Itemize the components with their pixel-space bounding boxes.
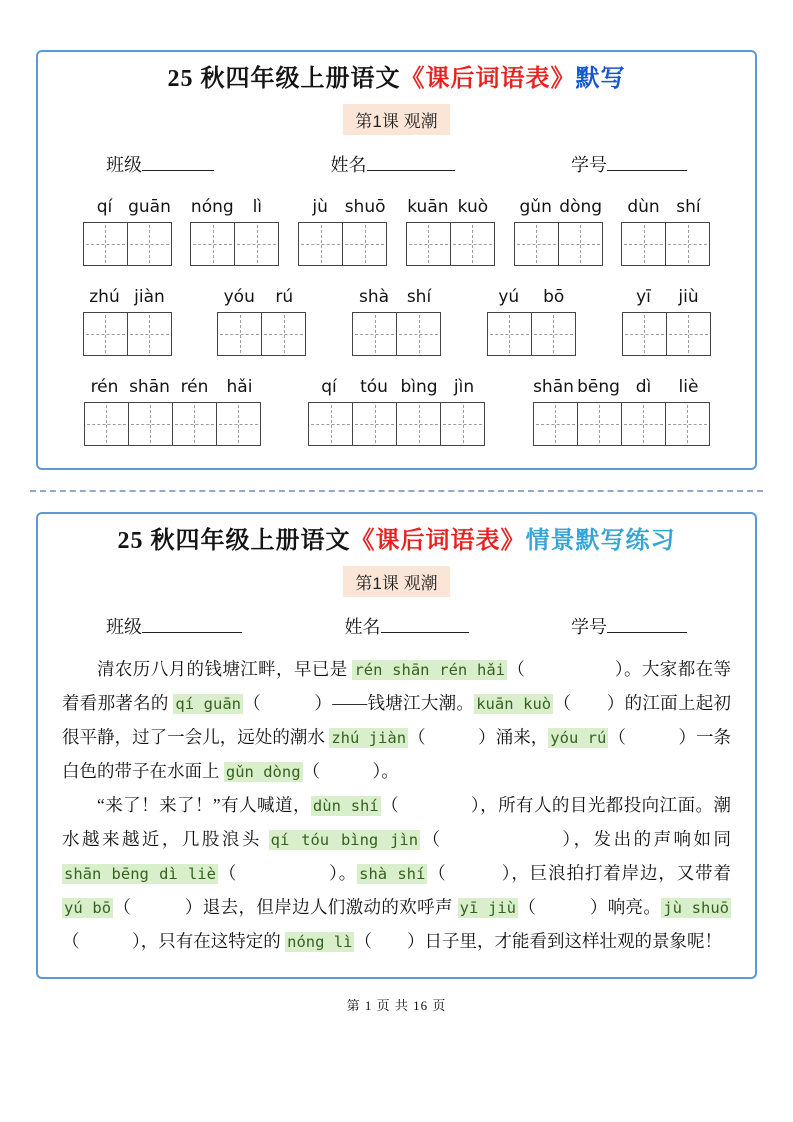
word-group — [82, 377, 262, 446]
lesson-badge: 第1课 观潮 — [343, 104, 449, 135]
pinyin-syllable: shí — [676, 197, 701, 217]
writing-grid-cell — [621, 222, 666, 266]
pinyin-row — [82, 377, 262, 397]
panel1-student-info-row — [58, 151, 735, 177]
id-blank-line — [607, 614, 687, 633]
pinyin-syllable: qí — [96, 197, 113, 217]
panel1-title-book: 《课后词语表》 — [400, 66, 576, 92]
word-group — [307, 377, 487, 446]
pinyin-highlight: gǔn dòng — [225, 763, 301, 781]
name-label: 姓名 — [330, 155, 367, 175]
writing-grid-row — [298, 222, 388, 266]
story-text: 清农历八月的钱塘江畔，早已是 — [97, 659, 353, 679]
writing-grid-row — [621, 312, 711, 356]
pinyin-syllable: jiàn — [134, 287, 165, 307]
writing-grid-cell — [84, 402, 129, 446]
writing-grid-cell — [352, 312, 397, 356]
writing-grid-cell — [533, 402, 578, 446]
story-text-area — [58, 653, 735, 959]
pinyin-row — [621, 287, 711, 307]
pinyin-syllable: shuō — [344, 197, 386, 217]
story-text: （ ）。 — [302, 761, 399, 781]
pinyin-highlight: kuān kuò — [476, 695, 552, 713]
word-group — [190, 197, 280, 266]
pinyin-highlight: zhú jiàn — [331, 729, 407, 747]
panel1-title-prefix: 25 秋四年级上册语文 — [167, 66, 401, 92]
word-grid-area — [58, 197, 735, 446]
pinyin-row — [513, 197, 603, 217]
story-text: （ ），巨浪拍打着岸边，又带着 — [427, 863, 732, 883]
word-row — [82, 197, 711, 266]
writing-grid-cell — [450, 222, 495, 266]
pinyin-syllable: bō — [543, 287, 565, 307]
pinyin-syllable: shà — [358, 287, 390, 307]
pinyin-highlight: yú bō — [64, 899, 112, 917]
pinyin-syllable: nóng — [190, 197, 234, 217]
pinyin-syllable: lì — [252, 197, 263, 217]
word-row — [82, 287, 711, 356]
story-text: （ ）。 — [217, 863, 358, 883]
writing-grid-cell — [440, 402, 485, 446]
pinyin-row — [298, 197, 388, 217]
story-text: （ ）的江面上起初很平静，过了一会儿，远处的潮水 — [62, 693, 732, 747]
pinyin-syllable: dùn — [627, 197, 660, 217]
pinyin-highlight: qí tóu bìng jìn — [270, 831, 419, 849]
writing-grid-cell — [83, 222, 128, 266]
pinyin-syllable: yú — [498, 287, 520, 307]
writing-grid-cell — [342, 222, 387, 266]
writing-grid-row — [405, 222, 495, 266]
writing-grid-cell — [621, 402, 666, 446]
page-footer: 第 1 页 共 16 页 — [346, 998, 447, 1013]
writing-grid-cell — [531, 312, 576, 356]
story-text: （ ）——钱塘江大潮。 — [242, 693, 475, 713]
writing-grid-row — [621, 222, 711, 266]
writing-grid-cell — [622, 312, 667, 356]
word-group — [298, 197, 388, 266]
dictation-panel — [36, 50, 757, 470]
pinyin-syllable: qí — [321, 377, 337, 397]
name-blank-line — [381, 614, 469, 633]
writing-grid-cell — [577, 402, 622, 446]
writing-grid-cell — [298, 222, 343, 266]
writing-grid-cell — [396, 312, 441, 356]
word-group — [621, 197, 711, 266]
story-text: （ ）涌来， — [408, 727, 549, 747]
pinyin-highlight: yī jiù — [459, 899, 516, 917]
writing-grid-cell — [514, 222, 559, 266]
writing-grid-cell — [558, 222, 603, 266]
word-group — [513, 197, 603, 266]
writing-grid-cell — [487, 312, 532, 356]
panel2-title-prefix: 25 秋四年级上册语文 — [117, 528, 351, 554]
writing-grid-cell — [217, 312, 262, 356]
pinyin-highlight: shān bēng dì liè — [64, 865, 216, 883]
pinyin-syllable: hǎi — [226, 377, 253, 397]
writing-grid-cell — [83, 312, 128, 356]
writing-grid-cell — [261, 312, 306, 356]
pinyin-row — [82, 287, 172, 307]
story-text: （ ）退去，但岸边人们激动的欢呼声 — [113, 897, 458, 917]
id-label: 学号 — [571, 155, 607, 175]
writing-grid-cell — [234, 222, 279, 266]
writing-grid-cell — [216, 402, 261, 446]
cut-line-separator — [30, 490, 763, 492]
pinyin-syllable: shí — [406, 287, 432, 307]
pinyin-syllable: rén — [180, 377, 209, 397]
writing-grid-cell — [396, 402, 441, 446]
word-group — [352, 287, 442, 356]
word-group — [531, 377, 711, 446]
writing-grid-row — [82, 312, 172, 356]
pinyin-row — [405, 197, 495, 217]
word-group — [621, 287, 711, 356]
pinyin-highlight: shà shí — [359, 865, 426, 883]
pinyin-highlight: nóng lì — [287, 933, 353, 951]
writing-grid-cell — [352, 402, 397, 446]
writing-grid-cell — [190, 222, 235, 266]
pinyin-syllable: bìng — [400, 377, 438, 397]
pinyin-highlight: rén shān rén hǎi — [354, 661, 505, 679]
class-blank-line — [142, 152, 214, 171]
writing-grid-row — [486, 312, 576, 356]
pinyin-highlight: qí guān — [175, 695, 241, 713]
writing-grid-cell — [665, 222, 710, 266]
pinyin-syllable: shān — [129, 377, 170, 397]
panel1-title-suffix: 默写 — [575, 66, 626, 92]
writing-grid-row — [82, 222, 172, 266]
name-blank-line — [367, 152, 455, 171]
writing-grid-cell — [665, 402, 710, 446]
pinyin-syllable: rú — [275, 287, 294, 307]
pinyin-row — [352, 287, 442, 307]
pinyin-syllable: bēng — [577, 377, 620, 397]
class-label: 班级 — [106, 155, 142, 175]
lesson-badge: 第1课 观潮 — [343, 566, 449, 597]
writing-grid-row — [307, 402, 487, 446]
pinyin-syllable: gǔn — [519, 197, 552, 217]
story-text: （ ）响亮。 — [517, 897, 662, 917]
pinyin-highlight: jù shuō — [663, 899, 729, 917]
name-field — [331, 151, 455, 177]
pinyin-row — [531, 377, 711, 397]
pinyin-syllable: kuān — [407, 197, 449, 217]
story-text: （ ），所有人的目光都投向江面。潮水越来越近，几股浪头 — [62, 795, 731, 849]
pinyin-syllable: dòng — [559, 197, 603, 217]
writing-grid-cell — [128, 402, 173, 446]
panel2-title — [58, 524, 735, 558]
panel1-badge-wrap — [58, 104, 735, 135]
story-text: （ ）。大家都在等着看那著名的 — [62, 659, 732, 713]
writing-grid-row — [190, 222, 280, 266]
writing-grid-cell — [406, 222, 451, 266]
writing-grid-row — [531, 402, 711, 446]
writing-grid-cell — [127, 222, 172, 266]
pinyin-row — [307, 377, 487, 397]
word-group — [405, 197, 495, 266]
word-group — [82, 287, 172, 356]
story-text: （ ）日子里，才能看到这样壮观的景象呢！ — [354, 931, 722, 951]
pinyin-syllable: guān — [128, 197, 171, 217]
pinyin-syllable: dì — [635, 377, 652, 397]
pinyin-syllable: liè — [678, 377, 699, 397]
class-field — [106, 613, 242, 639]
panel1-title — [58, 62, 735, 96]
writing-grid-cell — [172, 402, 217, 446]
name-field — [345, 613, 469, 639]
pinyin-syllable: zhú — [89, 287, 120, 307]
class-blank-line — [142, 614, 242, 633]
writing-grid-cell — [666, 312, 711, 356]
id-field — [571, 613, 687, 639]
pinyin-row — [217, 287, 307, 307]
word-group — [486, 287, 576, 356]
word-group — [82, 197, 172, 266]
pinyin-highlight: dùn shí — [312, 797, 379, 815]
pinyin-syllable: shān — [533, 377, 574, 397]
writing-grid-row — [513, 222, 603, 266]
pinyin-syllable: jù — [312, 197, 328, 217]
pinyin-syllable: tóu — [360, 377, 388, 397]
panel2-title-book: 《课后词语表》 — [350, 528, 526, 554]
story-paragraph — [62, 789, 731, 959]
panel2-student-info-row — [58, 613, 735, 639]
writing-grid-cell — [127, 312, 172, 356]
writing-grid-row — [352, 312, 442, 356]
pinyin-syllable: rén — [90, 377, 119, 397]
pinyin-row — [190, 197, 280, 217]
pinyin-syllable: jiù — [678, 287, 699, 307]
pinyin-row — [621, 197, 711, 217]
id-field — [571, 151, 687, 177]
pinyin-syllable: kuò — [457, 197, 489, 217]
pinyin-syllable: yóu — [223, 287, 255, 307]
word-row — [82, 377, 711, 446]
word-group — [217, 287, 307, 356]
story-text: （ ），只有在这特定的 — [62, 931, 286, 951]
pinyin-row — [486, 287, 576, 307]
pinyin-highlight: yóu rú — [550, 729, 607, 747]
story-text: “来了！来了！”有人喊道， — [97, 795, 311, 815]
pinyin-row — [82, 197, 172, 217]
writing-grid-row — [217, 312, 307, 356]
id-label: 学号 — [571, 617, 607, 637]
name-label: 姓名 — [344, 617, 381, 637]
story-text: （ ）一条白色的带子在水面上 — [62, 727, 732, 781]
writing-grid-row — [82, 402, 262, 446]
class-field — [106, 151, 214, 177]
panel2-badge-wrap — [58, 566, 735, 597]
class-label: 班级 — [106, 617, 142, 637]
pinyin-syllable: yī — [636, 287, 651, 307]
panel2-title-suffix: 情景默写练习 — [525, 528, 676, 554]
context-exercise-panel — [36, 512, 757, 979]
writing-grid-cell — [308, 402, 353, 446]
id-blank-line — [607, 152, 687, 171]
pinyin-syllable: jìn — [453, 377, 475, 397]
story-text: （ ），发出的声响如同 — [420, 829, 732, 849]
story-paragraph — [62, 653, 731, 789]
